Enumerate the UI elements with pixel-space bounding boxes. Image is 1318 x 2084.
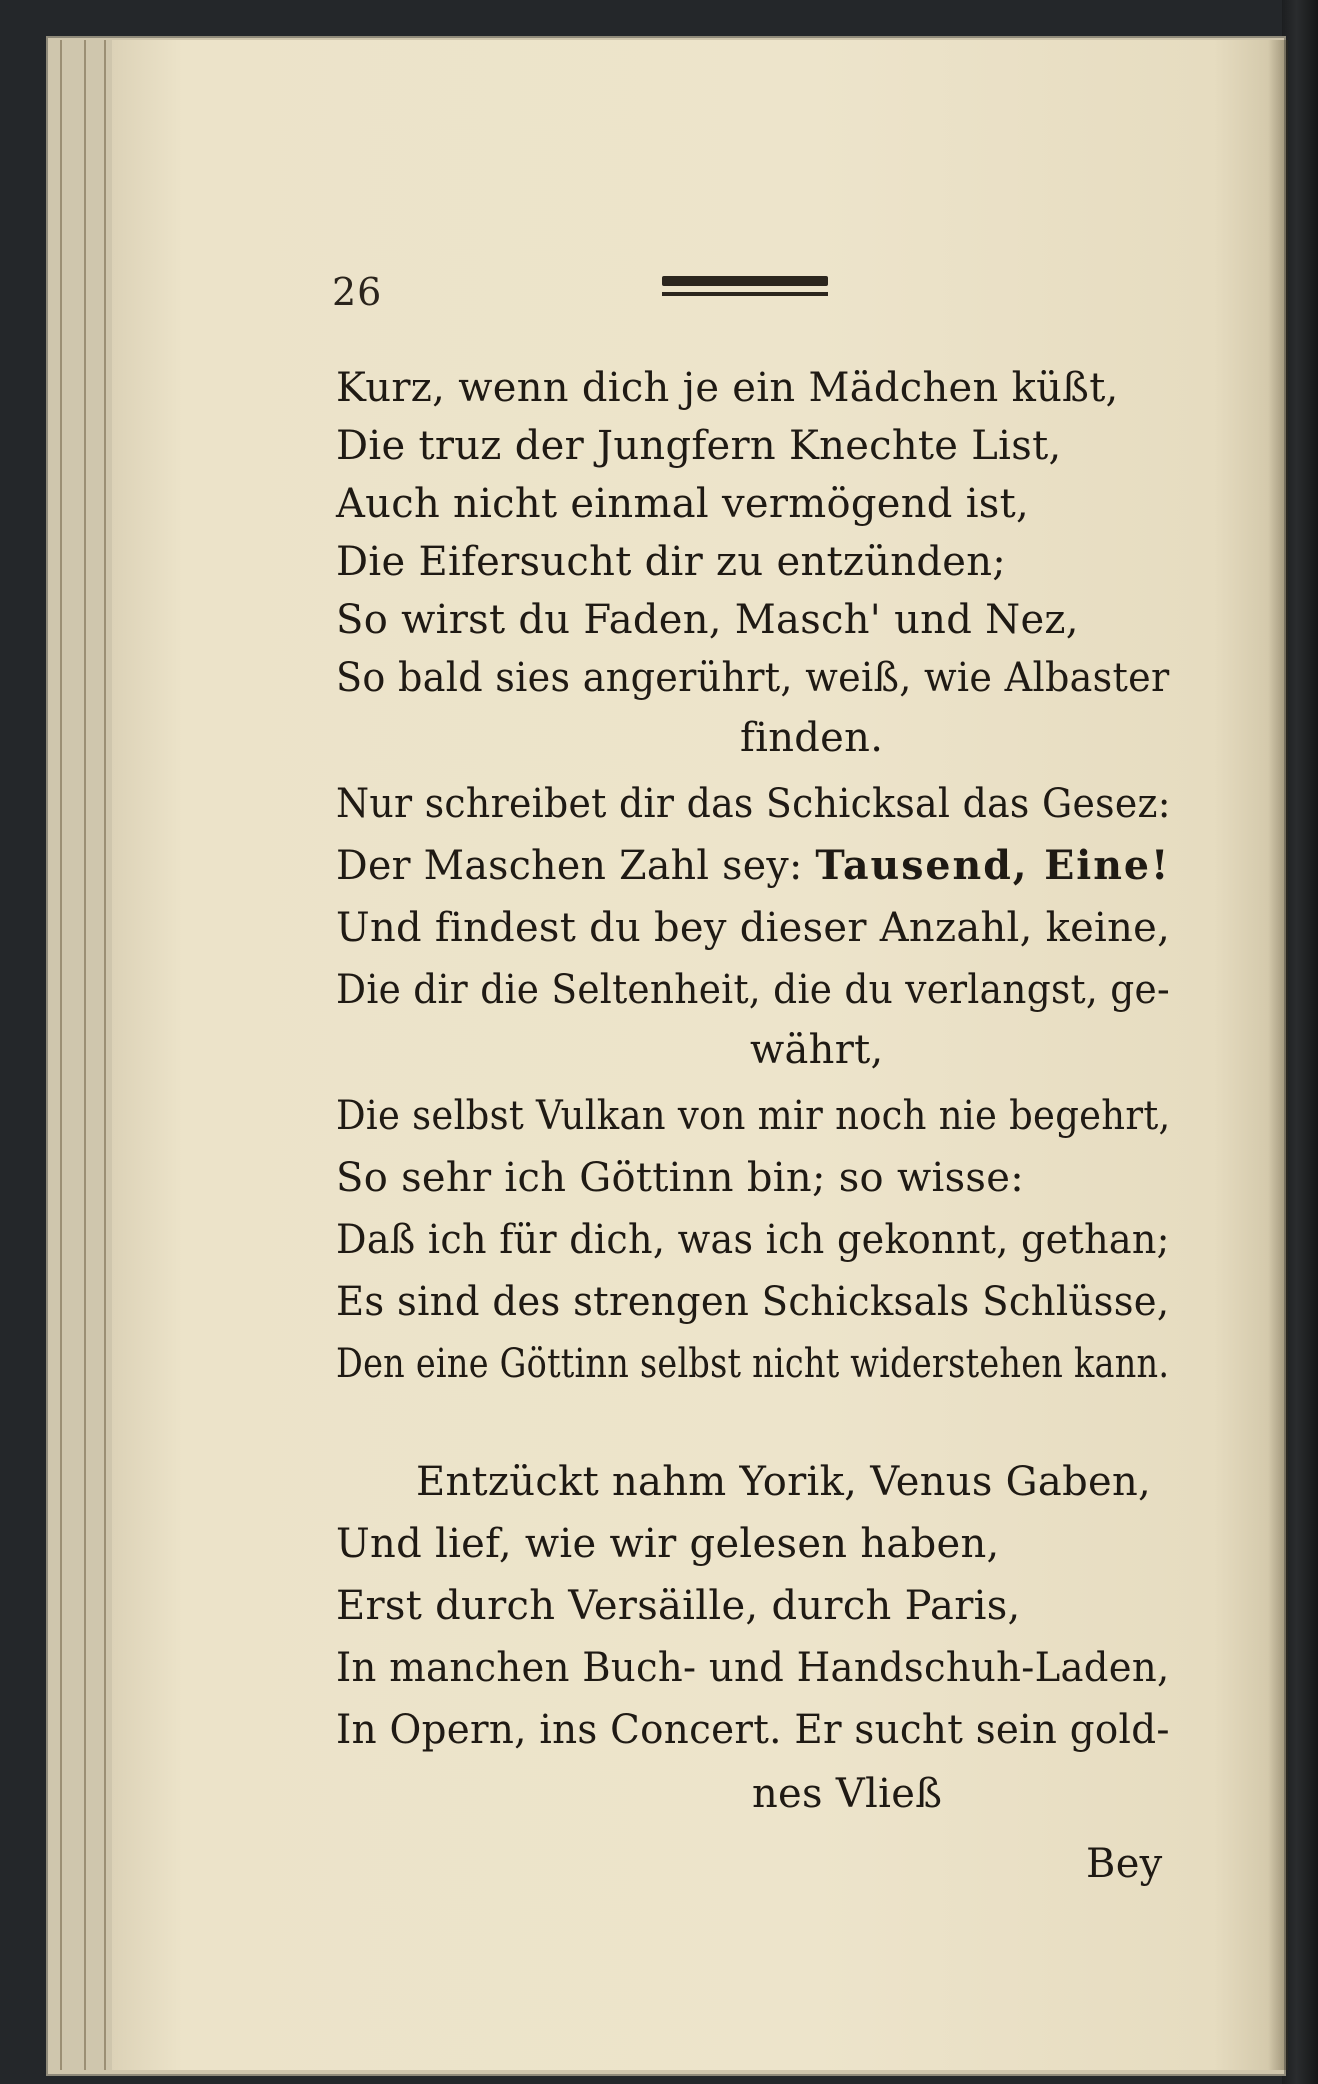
- verse-line: Es sind des strengen Schicksals Schlüsse,: [336, 1279, 1170, 1325]
- verse-line: Erst durch Versäille, durch Paris,: [336, 1583, 1021, 1629]
- verse-line-continuation: nes Vließ: [752, 1771, 943, 1817]
- verse-line: Und lief, wie wir gelesen haben,: [336, 1521, 1000, 1567]
- verse-line: Entzückt nahm Yorik, Venus Gaben,: [416, 1459, 1152, 1505]
- verse-line: Die selbst Vulkan von mir noch nie begehrt,: [336, 1093, 1171, 1139]
- verse-line: Auch nicht einmal vermögend ist,: [336, 481, 1030, 527]
- verse-line: Die truz der Jungfern Knechte List,: [336, 423, 1062, 469]
- verse-line: So bald sies angerührt, weiß, wie Albaster: [336, 655, 1170, 701]
- verse-line: So sehr ich Göttinn bin; so wisse:: [336, 1155, 1024, 1201]
- verse-line: Und findest du bey dieser Anzahl, keine,: [336, 905, 1171, 951]
- verse-line-continuation: finden.: [740, 715, 884, 761]
- verse-line: In Opern, ins Concert. Er sucht sein gold-: [336, 1707, 1170, 1753]
- page-number: 26: [332, 270, 383, 314]
- verse-line: Nur schreibet dir das Schicksal das Gesez:: [336, 781, 1171, 827]
- emphasized-text: Tausend, Eine!: [815, 842, 1171, 889]
- verse-line: So wirst du Faden, Masch' und Nez,: [336, 597, 1079, 643]
- verse-line: Die Eifersucht dir zu entzünden;: [336, 539, 1007, 585]
- verse-line: Daß ich für dich, was ich gekonnt, gethan;: [336, 1217, 1170, 1263]
- verse-line: In manchen Buch- und Handschuh-Laden,: [336, 1645, 1170, 1691]
- verse-line: [336, 838, 1170, 894]
- verse-line: Kurz, wenn dich je ein Mädchen küßt,: [336, 365, 1119, 411]
- verse-line: Die dir die Seltenheit, die du verlangst, ge-: [336, 967, 1170, 1013]
- verse-line: Den eine Göttinn selbst nicht widerstehen kann.: [336, 1341, 1170, 1387]
- verse-text: Der Maschen Zahl sey:: [336, 843, 816, 889]
- verse-line-continuation: währt,: [750, 1027, 884, 1073]
- catchword: Bey: [1086, 1841, 1163, 1887]
